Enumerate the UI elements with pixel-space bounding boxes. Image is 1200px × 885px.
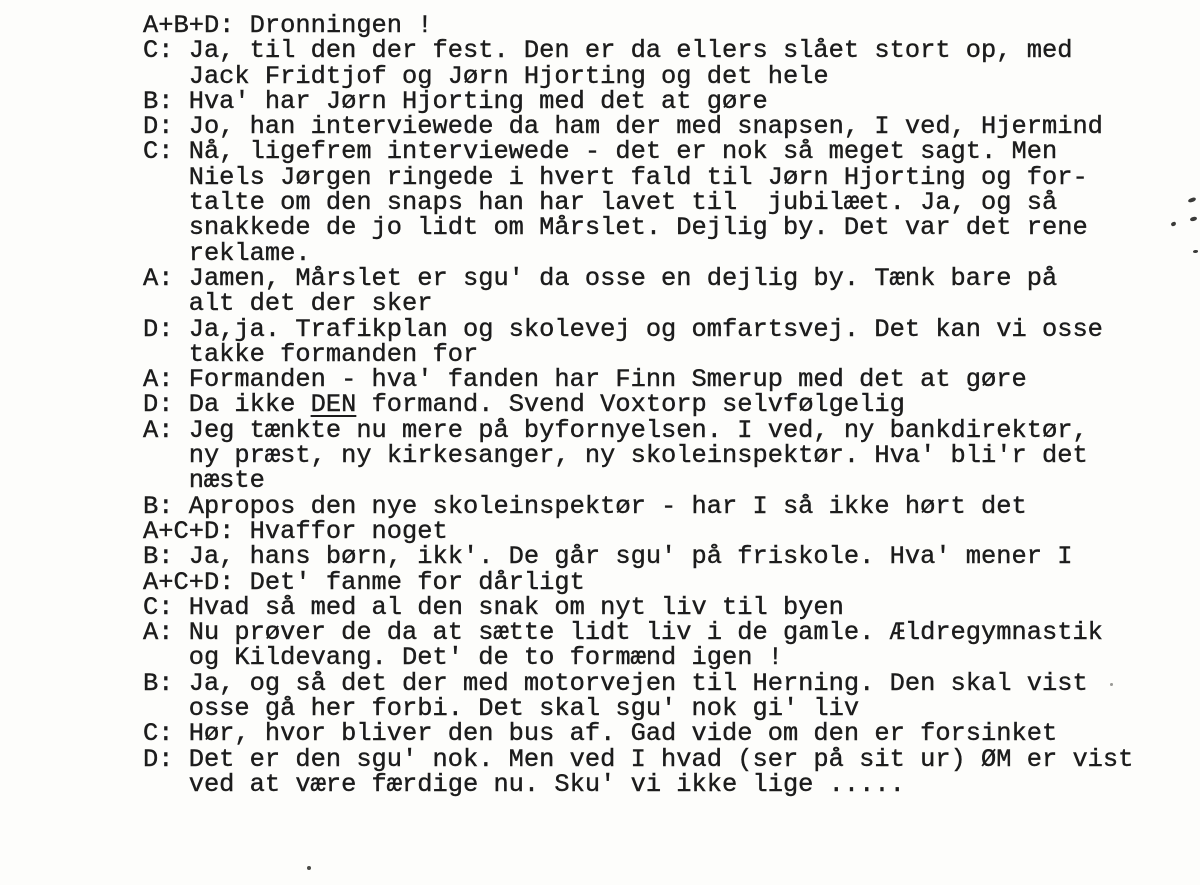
line-text: reklame.	[143, 238, 311, 268]
line-text: B: Hva' har Jørn Hjorting med det at gøre	[143, 86, 768, 116]
line-text: D: Jo, han interviewede da ham der med snapsen, I ved, Hjermind	[143, 112, 1103, 142]
script-line	[143, 339, 1133, 369]
script-line	[143, 263, 1133, 293]
line-text: A: Jeg tænkte nu mere på byfornyelsen. I ved, ny bankdirektør,	[143, 415, 1088, 445]
line-text: snakkede de jo lidt om Mårslet. Dejlig by. Det var det rene	[143, 213, 1088, 243]
line-text: A+C+D: Hvaffor noget	[143, 516, 448, 546]
line-text: Jack Fridtjof og Jørn Hjorting og det hele	[143, 61, 829, 91]
script-line	[143, 112, 1133, 142]
line-text: alt det der sker	[143, 289, 433, 319]
script-line	[143, 769, 1133, 799]
script-line	[143, 491, 1133, 521]
line-text: talte om den snaps han har lavet til jubilæet. Ja, og så	[143, 188, 1058, 218]
script-line	[143, 415, 1133, 445]
script-line	[143, 365, 1133, 395]
line-text: ny præst, ny kirkesanger, ny skoleinspektør. Hva' bli'r det	[143, 441, 1088, 471]
script-line	[143, 13, 1133, 38]
script-line	[143, 719, 1133, 749]
line-text: D: Det er den sgu' nok. Men ved I hvad (ser på sit ur) ØM er vist	[143, 744, 1134, 774]
script-line	[143, 668, 1133, 698]
line-text: C: Ja, til den der fest. Den er da ellers slået stort op, med	[143, 36, 1073, 66]
script-line	[143, 567, 1133, 597]
script-line	[143, 238, 1133, 268]
line-text: D: Da ikke	[143, 390, 311, 420]
script-line	[143, 441, 1133, 471]
line-text: A: Nu prøver de da at sætte lidt liv i de gamle. Ældregymnastik	[143, 618, 1103, 648]
line-text: formand. Svend Voxtorp selvfølgelig	[356, 390, 905, 420]
line-text: takke formanden for	[143, 339, 479, 369]
line-text: C: Hvad så med al den snak om nyt liv til byen	[143, 592, 844, 622]
line-text: A+C+D: Det' fanme for dårligt	[143, 567, 585, 597]
line-text: A: Jamen, Mårslet er sgu' da osse en dejlig by. Tænk bare på	[143, 263, 1058, 293]
script-line	[143, 694, 1133, 724]
line-text: A: Formanden - hva' fanden har Finn Smerup med det at gøre	[143, 365, 1027, 395]
script-line	[143, 188, 1133, 218]
script-line	[143, 314, 1133, 344]
script-line	[143, 516, 1133, 546]
line-text: og Kildevang. Det' de to formænd igen !	[143, 643, 783, 673]
scan-speckle	[1110, 683, 1113, 686]
script-line	[143, 162, 1133, 192]
dialogue-text-block	[143, 13, 1133, 797]
script-line	[143, 542, 1133, 572]
line-text: A+B+D: Dronningen !	[143, 11, 433, 40]
scan-speckle	[1170, 221, 1176, 226]
line-text: C: Nå, ligefrem interviewede - det er nok så meget sagt. Men	[143, 137, 1058, 167]
line-text: C: Hør, hvor bliver den bus af. Gad vide om den er forsinket	[143, 719, 1058, 749]
line-text: B: Apropos den nye skoleinspektør - har I så ikke hørt det	[143, 491, 1027, 521]
underlined-text: DEN	[310, 390, 357, 420]
line-text: ved at være færdige nu. Sku' vi ikke lige .....	[143, 769, 905, 799]
line-text: D: Ja,ja. Trafikplan og skolevej og omfartsvej. Det kan vi osse	[143, 314, 1103, 344]
script-line	[143, 466, 1133, 496]
script-line	[143, 390, 1133, 420]
script-line	[143, 36, 1133, 66]
script-line	[143, 618, 1133, 648]
line-text: B: Ja, og så det der med motorvejen til Herning. Den skal vist	[143, 668, 1088, 698]
script-line	[143, 61, 1133, 91]
script-line	[143, 137, 1133, 167]
script-line	[143, 744, 1134, 774]
script-line	[143, 213, 1133, 243]
script-line	[143, 592, 1133, 622]
scan-speckle	[307, 866, 311, 870]
line-text: Niels Jørgen ringede i hvert fald til Jørn Hjorting og for-	[143, 162, 1088, 192]
line-text: B: Ja, hans børn, ikk'. De går sgu' på friskole. Hva' mener I	[143, 542, 1073, 572]
script-line	[143, 643, 1133, 673]
line-text: næste	[143, 466, 265, 496]
line-text: osse gå her forbi. Det skal sgu' nok gi' liv	[143, 694, 860, 724]
scan-speckle	[1188, 197, 1197, 203]
script-line	[143, 86, 1133, 116]
script-line	[143, 289, 1133, 319]
scan-speckle	[1193, 250, 1198, 253]
scan-speckle	[1190, 216, 1198, 221]
